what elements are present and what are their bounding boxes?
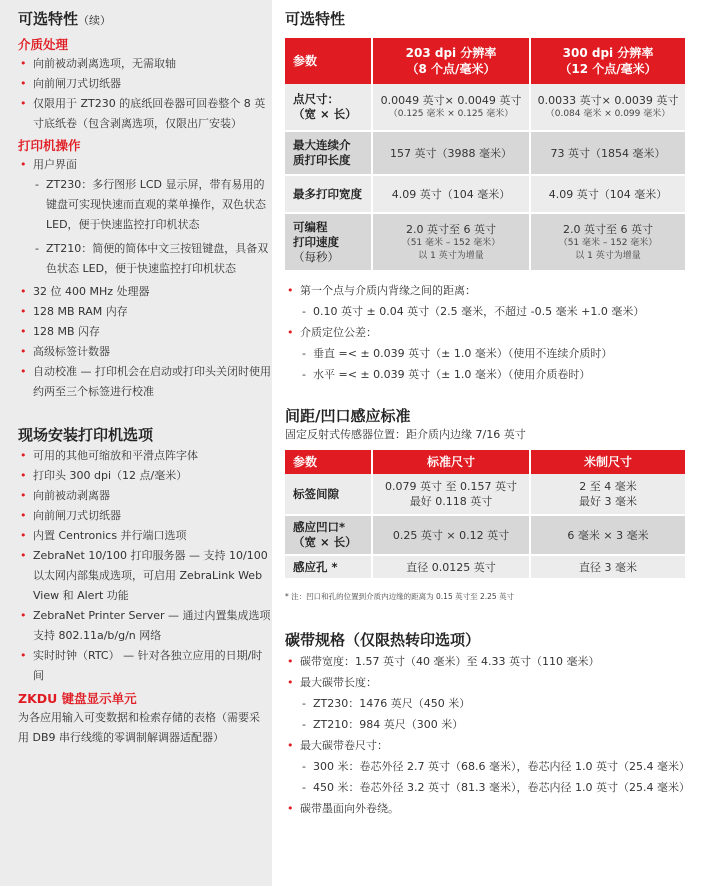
- list-item: - 300 米：卷芯外径 2.7 英寸（68.6 毫米），卷芯内径 1.0 英寸（25.4 毫米）: [285, 756, 723, 777]
- list-item: • 自动校准 — 打印机会在启动或打印头关闭时使用约两至三个标签进行校准: [18, 362, 272, 402]
- list-item: - 450 米：卷芯外径 3.2 英寸（81.3 毫米），卷芯内径 1.0 英寸（25.4 毫米）: [285, 777, 723, 798]
- left-column: [0, 0, 272, 886]
- list-item: • ZebraNet Printer Server — 通过内置集成选项支持 802.11a/b/g/n 网络: [18, 606, 272, 646]
- list-item: • 碳带墨面向外卷绕。: [285, 798, 723, 819]
- table-header: 300 dpi 分辨率 （12 个点/毫米）: [531, 38, 685, 84]
- list-item: • 高级标签计数器: [18, 342, 272, 362]
- table-header: 参数: [285, 38, 373, 84]
- list-item: • 最大碳带卷尺寸：: [285, 735, 723, 756]
- right-column: [285, 0, 723, 819]
- list-item: - ZT230：多行图形 LCD 显示屏，带有易用的键盘可实现快速而直观的菜单操作，双色状态 LED，便于快速监控打印机状态: [18, 175, 272, 235]
- list-item: • 内置 Centronics 并行端口选项: [18, 526, 272, 546]
- table-header: 标准尺寸: [373, 450, 531, 474]
- list-item: • 向前被动剥离选项，无需取轴: [18, 54, 272, 74]
- table-row: 最多打印宽度 4.09 英寸（104 毫米） 4.09 英寸（104 毫米）: [285, 176, 685, 214]
- list-item: - 0.10 英寸 ± 0.04 英寸（2.5 毫米，不超过 -0.5 毫米 +1.0 毫米）: [285, 301, 723, 322]
- table-row: 感应孔 * 直径 0.0125 英寸 直径 3 毫米: [285, 556, 685, 580]
- list-item: • 32 位 400 MHz 处理器: [18, 282, 272, 302]
- media-heading: 介质处理: [18, 37, 69, 52]
- ops-heading: 打印机操作: [18, 138, 81, 153]
- list-item: • 向前闸刀式切纸器: [18, 74, 272, 94]
- list-item: • 128 MB 闪存: [18, 322, 272, 342]
- table-row: 可编程 打印速度 （每秒） 2.0 英寸至 6 英寸 （51 毫米 – 152 毫米） 以 1 英寸为增量 2.0 英寸至 6 英寸 （51 毫米 – 152 毫米） 以 1 英寸为增量: [285, 214, 685, 272]
- list-item: - ZT210：简便的简体中文三按钮键盘，具备双色状态 LED，便于快速监控打印机状态: [18, 239, 272, 279]
- resolution-table: [285, 38, 685, 272]
- list-item: • 128 MB RAM 内存: [18, 302, 272, 322]
- ribbon-heading: 碳带规格（仅限热转印选项）: [285, 631, 481, 649]
- list-item: • 第一个点与介质内背缘之间的距离：: [285, 280, 723, 301]
- sensing-table: [285, 450, 685, 580]
- sensing-heading: 间距/凹口感应标准: [285, 407, 411, 425]
- table-row: 感应凹口* （宽 × 长） 0.25 英寸 × 0.12 英寸 6 毫米 × 3 毫米: [285, 516, 685, 556]
- table-header: 参数: [285, 450, 373, 474]
- kdu-heading: ZKDU 键盘显示单元: [18, 691, 137, 706]
- table-row: 点尺寸： （宽 × 长） 0.0049 英寸× 0.0049 英寸 （0.125 毫米 × 0.125 毫米） 0.0033 英寸× 0.0039 英寸 （0.084 毫米 × 0.099 毫米）: [285, 84, 685, 132]
- list-item: • 向前被动剥离器: [18, 486, 272, 506]
- table-footnote: * 注：凹口和孔的位置到介质内边缘的距离为 0.15 英寸至 2.25 英寸: [285, 592, 515, 601]
- sensing-subtitle: 固定反射式传感器位置：距介质内边缘 7/16 英寸: [285, 428, 526, 441]
- list-item: • ZebraNet 10/100 打印服务器 — 支持 10/100 以太网内部集成选项，可启用 ZebraLink Web View 和 Alert 功能: [18, 546, 272, 606]
- list-item: • 仅限用于 ZT230 的底纸回卷器可回卷整个 8 英寸底纸卷（包含剥离选项，仅限出厂安装）: [18, 94, 270, 134]
- right-title: 可选特性: [285, 10, 346, 28]
- table-row: 最大连续介 质打印长度 157 英寸（3988 毫米） 73 英寸（1854 毫米）: [285, 132, 685, 176]
- table-header: 米制尺寸: [531, 450, 685, 474]
- field-heading: 现场安装打印机选项: [18, 426, 154, 444]
- list-item: • 打印头 300 dpi（12 点/毫米）: [18, 466, 272, 486]
- kdu-text: 为各应用输入可变数据和检索存储的表格（需要采用 DB9 串行线缆的零调制解调器适配器）: [18, 711, 260, 744]
- list-item: - ZT230：1476 英尺（450 米）: [285, 693, 723, 714]
- table-row: 标签间隙 0.079 英寸 至 0.157 英寸 最好 0.118 英寸 2 至 4 毫米 最好 3 毫米: [285, 474, 685, 516]
- list-item: • 最大碳带长度：: [285, 672, 723, 693]
- list-item: - 水平 =< ± 0.039 英寸（± 1.0 毫米）（使用介质卷时）: [285, 364, 723, 385]
- left-title: 可选特性（续）: [18, 10, 112, 28]
- list-item: • 介质定位公差：: [285, 322, 723, 343]
- list-item: • 可用的其他可缩放和平滑点阵字体: [18, 446, 272, 466]
- list-item: • 用户界面: [18, 155, 272, 175]
- list-item: • 实时时钟（RTC） — 针对各独立应用的日期/时间: [18, 646, 272, 686]
- list-item: • 向前闸刀式切纸器: [18, 506, 272, 526]
- list-item: • 碳带宽度：1.57 英寸（40 毫米）至 4.33 英寸（110 毫米）: [285, 651, 723, 672]
- list-item: - ZT210：984 英尺（300 米）: [285, 714, 723, 735]
- table-header: 203 dpi 分辨率 （8 个点/毫米）: [373, 38, 531, 84]
- list-item: - 垂直 =< ± 0.039 英寸（± 1.0 毫米）（使用不连续介质时）: [285, 343, 723, 364]
